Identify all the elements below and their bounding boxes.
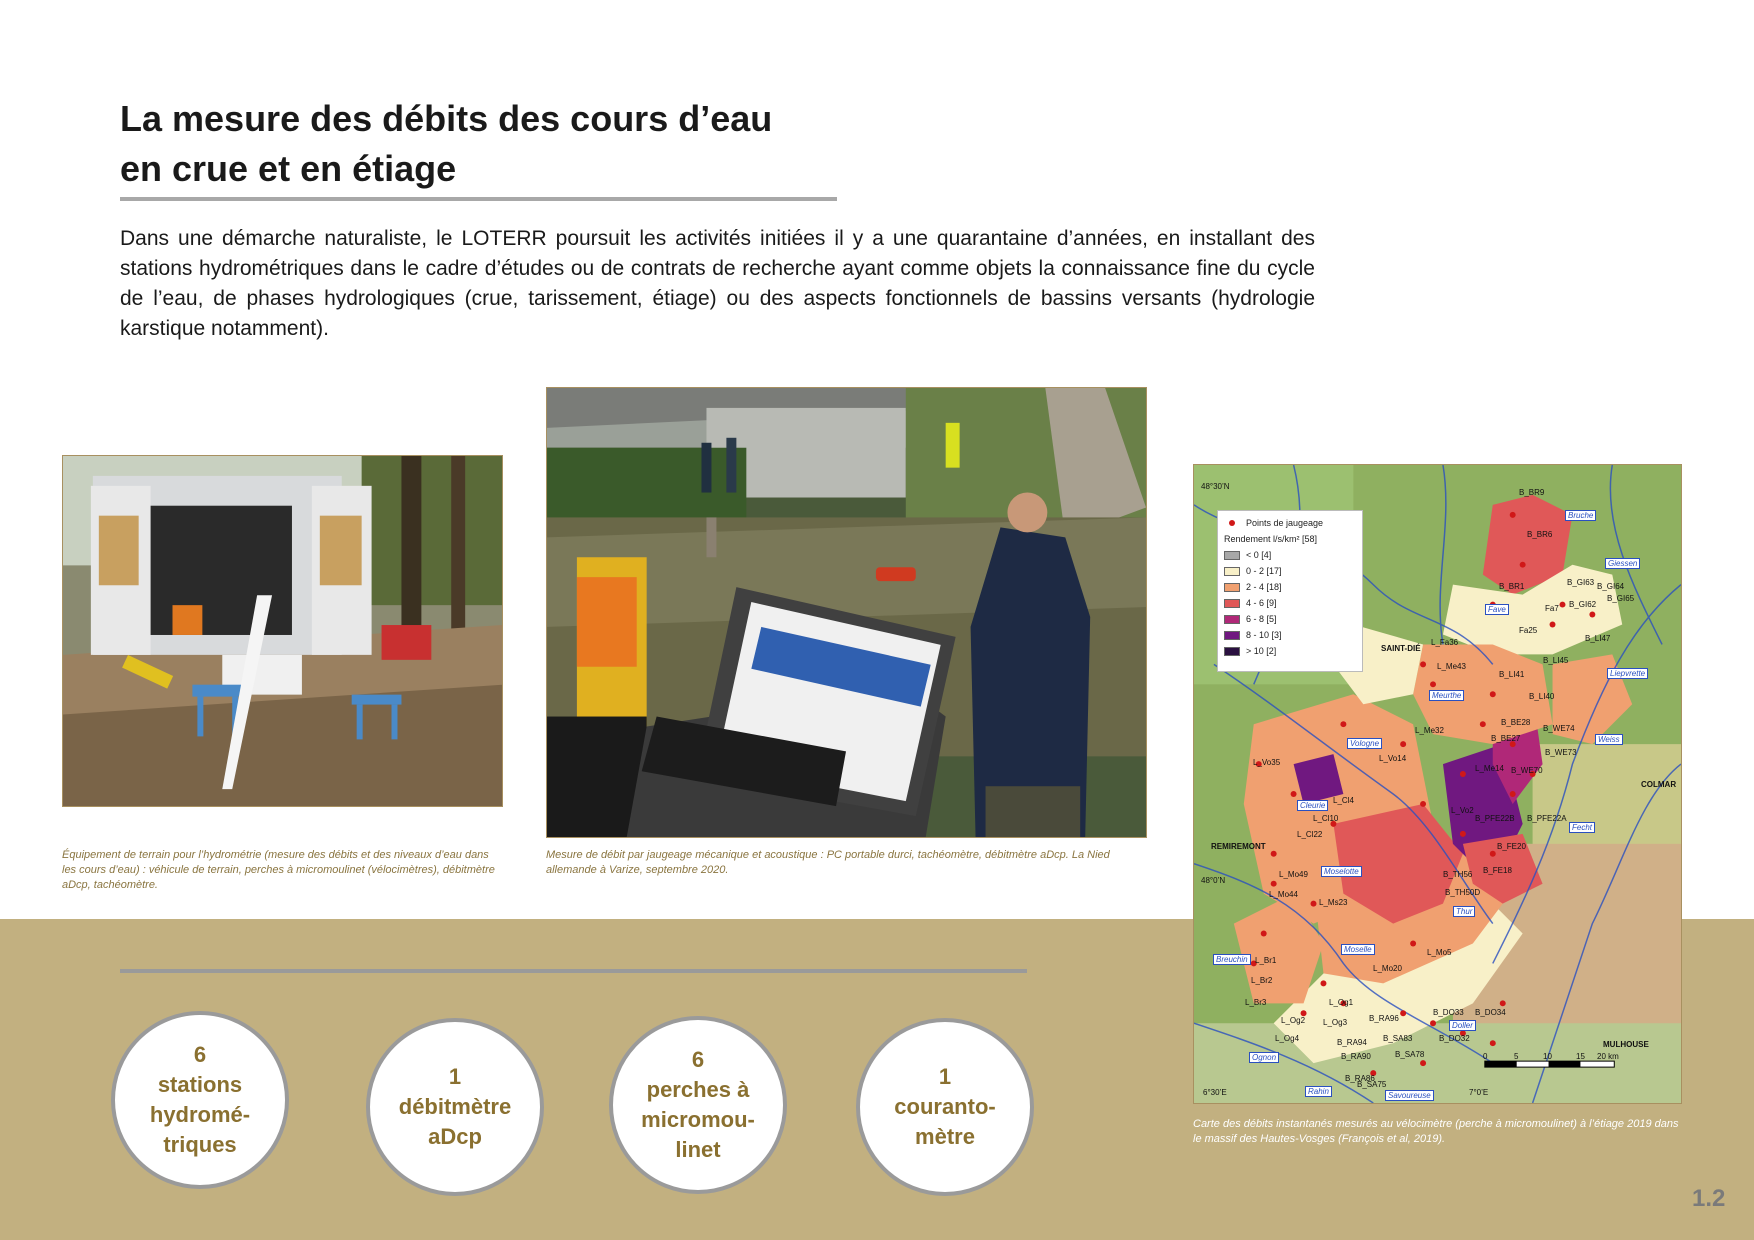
photo-field-equipment xyxy=(62,455,503,807)
photo-river-gauging xyxy=(546,387,1147,838)
map-river-label: Savoureuse xyxy=(1385,1090,1434,1101)
map-scale-label: 0 xyxy=(1483,1052,1488,1061)
map-river-label: Rahin xyxy=(1305,1086,1332,1097)
map-river-label: Doller xyxy=(1449,1020,1476,1031)
map-river-label: Breuchin xyxy=(1213,954,1251,965)
legend-class-label: 8 - 10 [3] xyxy=(1246,629,1282,640)
map-river-label: Fave xyxy=(1485,604,1509,615)
map-station-label: L_Og2 xyxy=(1281,1016,1306,1025)
map-station-label: Fa25 xyxy=(1519,626,1538,635)
map-station-label: B_SA78 xyxy=(1395,1050,1425,1059)
map-town-saint-die: SAINT-DIÉ xyxy=(1381,644,1421,653)
title-line-2: en crue et en étiage xyxy=(120,148,457,189)
map-station-label: L_Br2 xyxy=(1251,976,1273,985)
map-station-label: B_TH56 xyxy=(1443,870,1473,879)
map-station-label: L_Og4 xyxy=(1275,1034,1300,1043)
map-coord-right: 7°0’E xyxy=(1469,1088,1489,1097)
map-station-label: B_GI65 xyxy=(1607,594,1635,603)
map-station-label: B_PFE22B xyxy=(1475,814,1515,823)
legend-swatch xyxy=(1224,567,1240,576)
map-station-label: B_WE74 xyxy=(1543,724,1575,733)
intro-paragraph: Dans une démarche naturaliste, le LOTERR poursuit les activités initiées il y a une quarantaine d’années, en installant des stations hydrométriques dans le cadre d’études ou de contrats de recherche ayant comme objets la connaissance fine du cycle de l’eau, de phases hydrologiques (crue, tarissement, étiage) ou des aspects fonctionnels de bassins versants (hydrologie karstique notamment). xyxy=(120,227,1315,340)
legend-swatch xyxy=(1224,615,1240,624)
map-station-label: L_Mo49 xyxy=(1279,870,1308,879)
stat-text: 6 stations hydromé- triques xyxy=(149,1042,251,1157)
map-station-label: B_LI45 xyxy=(1543,656,1569,665)
map-station-label: L_Br1 xyxy=(1255,956,1277,965)
legend-points-label: Points de jaugeage xyxy=(1246,517,1324,528)
map-river-label: Liepvrette xyxy=(1607,668,1648,679)
photo-river-gauging-caption: Mesure de débit par jaugeage mécanique et acoustique : PC portable durci, tachéomètre, débitmètre aDcp. La Nied allemande à Varize, septembre 2020. xyxy=(546,849,1110,876)
map-station-label: B_DO33 xyxy=(1433,1008,1464,1017)
map-legend xyxy=(1217,510,1363,672)
map-caption: Carte des débits instantanés mesurés au vélocimètre (perche à micromoulinet) à l’étiage 2019 dans le massif des Hautes-Vosges (François et al, 2019). xyxy=(1193,1118,1679,1145)
legend-swatch xyxy=(1224,551,1240,560)
map-river-label: Moselle xyxy=(1341,944,1375,955)
map-river-label: Ognon xyxy=(1249,1052,1279,1063)
map-station-label: L_Me43 xyxy=(1437,662,1466,671)
map-station-label: B_FE20 xyxy=(1497,842,1526,851)
map-station-label: B_GI63 xyxy=(1567,578,1595,587)
legend-title: Rendement l/s/km² [58] xyxy=(1224,533,1318,544)
stat-circle-stations xyxy=(111,1011,289,1189)
legend-class-row xyxy=(1224,627,1356,643)
map-river-label: Bruche xyxy=(1565,510,1596,521)
map-station-label: L_Fa36 xyxy=(1431,638,1459,647)
legend-class-label: < 0 [4] xyxy=(1246,549,1272,560)
legend-class-row xyxy=(1224,563,1356,579)
map-station-label: L_Me32 xyxy=(1415,726,1444,735)
map-station-label: B_RA94 xyxy=(1337,1038,1367,1047)
map-station-label: B_BE27 xyxy=(1491,734,1521,743)
legend-class-list xyxy=(1224,547,1356,659)
map-scale-label: 5 xyxy=(1514,1052,1519,1061)
map-station-label: B_SA75 xyxy=(1357,1080,1387,1089)
map-coord-left: 6°30’E xyxy=(1203,1088,1227,1097)
photo-field-equipment-caption: Équipement de terrain pour l’hydrométrie (mesure des débits et des niveaux d’eau dans les cours d’eau) : véhicule de terrain, perches à micromoulinet (vélocimètres), débitmètre aDcp, tachéomètre. xyxy=(62,849,495,891)
legend-swatch xyxy=(1224,647,1240,656)
map-station-label: L_Og1 xyxy=(1329,998,1354,1007)
band-divider xyxy=(120,969,1027,973)
legend-class-label: > 10 [2] xyxy=(1246,645,1277,656)
legend-class-row xyxy=(1224,595,1356,611)
page-number: 1.2 xyxy=(1692,1185,1726,1212)
map-station-label: B_LI40 xyxy=(1529,692,1555,701)
map-scale-label: 15 xyxy=(1576,1052,1585,1061)
map-station-label: L_Mo44 xyxy=(1269,890,1298,899)
map-station-label: L_Br3 xyxy=(1245,998,1267,1007)
map-station-label: L_Cl10 xyxy=(1313,814,1339,823)
map-station-label: L_Me14 xyxy=(1475,764,1504,773)
map-station-label: B_FE18 xyxy=(1483,866,1512,875)
legend-swatch xyxy=(1224,583,1240,592)
legend-class-row xyxy=(1224,611,1356,627)
map-station-label: B_DO32 xyxy=(1439,1034,1470,1043)
legend-class-row xyxy=(1224,547,1356,563)
title-line-1: La mesure des débits des cours d’eau xyxy=(120,98,773,139)
stat-circle-perches xyxy=(609,1016,787,1194)
stat-circle-courantometre xyxy=(856,1018,1034,1196)
map-station-label: B_BR6 xyxy=(1527,530,1553,539)
map-station-label: L_Mo20 xyxy=(1373,964,1402,973)
map-river-label: Weiss xyxy=(1595,734,1623,745)
map-station-label: B_RA90 xyxy=(1341,1052,1371,1061)
map-station-label: B_BE28 xyxy=(1501,718,1531,727)
map-river-label: Thur xyxy=(1453,906,1475,917)
title-underline xyxy=(120,197,837,201)
map-station-label: B_LI41 xyxy=(1499,670,1525,679)
legend-class-label: 0 - 2 [17] xyxy=(1246,565,1282,576)
legend-points-row xyxy=(1224,515,1356,531)
map-station-label: L_Vo35 xyxy=(1253,758,1281,767)
map-station-label: B_RA86 xyxy=(1345,1074,1375,1083)
map-station-label: B_LI47 xyxy=(1585,634,1611,643)
map-station-label: B_PFE22A xyxy=(1527,814,1567,823)
map-river-label: Moselotte xyxy=(1321,866,1362,877)
map-town-colmar: COLMAR xyxy=(1641,780,1677,789)
map-station-label: B_WE70 xyxy=(1511,766,1543,775)
stat-text: 1 débitmètre aDcp xyxy=(398,1064,512,1149)
map-station-label: B_SA83 xyxy=(1383,1034,1413,1043)
map-station-label: B_DO34 xyxy=(1475,1008,1506,1017)
map-station-label: Fa7 xyxy=(1545,604,1559,613)
map-scale-label: 10 xyxy=(1543,1052,1552,1061)
legend-class-label: 6 - 8 [5] xyxy=(1246,613,1277,624)
map-town-remiremont: REMIREMONT xyxy=(1211,842,1266,851)
map-station-label: B_WE73 xyxy=(1545,748,1577,757)
map-coord-top: 48°30’N xyxy=(1201,482,1230,491)
map-station-label: B_GI64 xyxy=(1597,582,1625,591)
map-river-label: Giessen xyxy=(1605,558,1640,569)
map-station-label: B_RA96 xyxy=(1369,1014,1399,1023)
map-river-label: Cleurie xyxy=(1297,800,1328,811)
stat-text: 1 couranto- mètre xyxy=(894,1064,996,1149)
map-river-label: Meurthe xyxy=(1429,690,1464,701)
map-station-label: L_Vo2 xyxy=(1451,806,1474,815)
map-scale-label: 20 km xyxy=(1597,1052,1619,1061)
point-marker-icon xyxy=(1229,520,1235,526)
stat-circle-adcp xyxy=(366,1018,544,1196)
legend-class-label: 4 - 6 [9] xyxy=(1246,597,1277,608)
legend-class-row xyxy=(1224,643,1356,659)
legend-class-row xyxy=(1224,579,1356,595)
map-river-label: Fecht xyxy=(1569,822,1595,833)
map-town-mulhouse: MULHOUSE xyxy=(1603,1040,1649,1049)
map-station-label: L_Cl22 xyxy=(1297,830,1323,839)
legend-swatch xyxy=(1224,631,1240,640)
map-station-label: B_TH50D xyxy=(1445,888,1481,897)
map-station-label: B_BR1 xyxy=(1499,582,1525,591)
stat-text: 6 perches à micromou- linet xyxy=(641,1047,755,1162)
map-station-label: L_Vo14 xyxy=(1379,754,1407,763)
map-coord-mid: 48°0’N xyxy=(1201,876,1226,885)
map-station-label: B_BR9 xyxy=(1519,488,1545,497)
map-station-label: L_Og3 xyxy=(1323,1018,1348,1027)
legend-swatch xyxy=(1224,599,1240,608)
map-river-label: Vologne xyxy=(1347,738,1382,749)
map-station-label: B_GI62 xyxy=(1569,600,1597,609)
page-title xyxy=(120,94,880,194)
map-station-label: L_Cl4 xyxy=(1333,796,1354,805)
map-station-label: L_Ms23 xyxy=(1319,898,1348,907)
legend-class-label: 2 - 4 [18] xyxy=(1246,581,1282,592)
map-station-label: L_Mo5 xyxy=(1427,948,1452,957)
